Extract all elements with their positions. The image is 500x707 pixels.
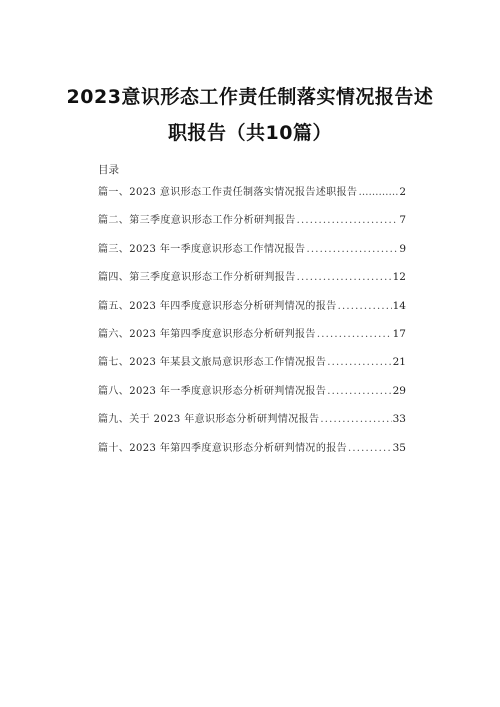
toc-entry[interactable] (98, 267, 406, 295)
toc-leader (297, 211, 399, 231)
toc-heading: 目录 (98, 164, 119, 176)
toc-leader (358, 183, 398, 203)
toc-entry[interactable] (98, 324, 406, 352)
toc-entry[interactable] (98, 381, 406, 409)
toc-entry-label: 篇六、2023 年第四季度意识形态分析研判报告 (98, 328, 316, 340)
document-title-line-1: 2023意识形态工作责任制落实情况报告述 (66, 86, 434, 108)
toc-entry-label: 篇一、2023 意识形态工作责任制落实情况报告述职报告 (98, 187, 358, 198)
toc-entry-label: 篇二、第三季度意识形态工作分析研判报告 (98, 215, 296, 227)
toc-leader (297, 268, 392, 288)
toc-leader (348, 439, 392, 459)
toc-entry-page: 35 (392, 441, 406, 454)
toc-entry-label: 篇八、2023 年一季度意识形态分析研判情况报告 (98, 385, 327, 397)
toc-entry-page: 17 (392, 327, 406, 340)
toc-entry-label: 篇七、2023 年某县文旅局意识形态工作情况报告 (98, 357, 327, 369)
toc-entry-page: 21 (392, 356, 406, 369)
toc-entry-page: 33 (392, 413, 406, 426)
toc-leader (306, 240, 398, 260)
toc-entry[interactable] (98, 409, 406, 437)
toc-entry-page: 14 (392, 299, 406, 312)
toc-entry-label: 篇三、2023 年一季度意识形态工作情况报告 (98, 243, 306, 255)
toc-entry[interactable] (98, 210, 406, 238)
toc-entry-page: 7 (399, 214, 406, 227)
toc-entry[interactable] (98, 296, 406, 324)
toc-leader (338, 297, 392, 317)
toc-entry-page: 29 (392, 384, 406, 397)
toc-entry-page: 9 (399, 242, 406, 255)
toc-entry-label: 篇十、2023 年第四季度意识形态分析研判情况的报告 (98, 442, 348, 454)
toc-leader (317, 325, 392, 345)
toc-entry-label: 篇四、第三季度意识形态工作分析研判报告 (98, 272, 296, 284)
toc-leader (320, 410, 391, 430)
toc-leader (327, 382, 391, 402)
toc-entry-label: 篇九、关于 2023 年意识形态分析研判情况报告 (98, 414, 320, 426)
document-title-line-2: 职报告（共10篇） (168, 122, 332, 144)
toc-entry[interactable] (98, 438, 406, 466)
toc-entry[interactable] (98, 352, 406, 380)
toc-entry[interactable] (98, 182, 406, 210)
toc-entry-page: 12 (392, 271, 406, 284)
toc-entry-page: 2 (399, 186, 406, 198)
toc-entry[interactable] (98, 239, 406, 267)
toc-leader (327, 353, 391, 373)
toc-entry-label: 篇五、2023 年四季度意识形态分析研判情况的报告 (98, 300, 337, 312)
table-of-contents (98, 182, 406, 466)
